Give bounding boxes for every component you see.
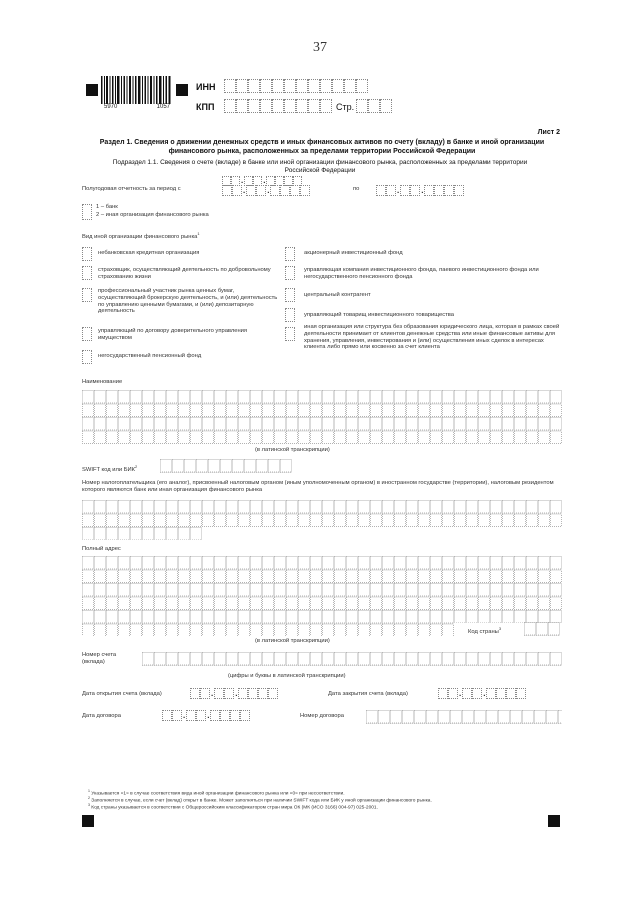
option-checkbox-left-2[interactable] [82,266,92,280]
other-org-label-text: Вид иной организации финансового рынка [82,233,198,240]
barcode-image [101,76,171,104]
section-title: Раздел 1. Сведения о движении денежных средств и иных финансовых активов по счету (вкладу) в банке и иной организации финансового рынка, расположенных за пределами территории Российской Федерации [99,139,545,155]
page-label: Стр. [336,102,355,112]
country-code-label-text: Код страны [468,628,499,635]
footnote-3-text: Код страны указывается в соответствии с Общероссийским классификатором стран мира ОК (МК (ИСО 3166) 004-97) 025-2001. [91,805,378,811]
option-securities-participant: профессиональный участник рынка ценных бумаг, осуществляющий брокерскую деятельность, и (или) деятельность по управлению ценными бумагами, и (или) депозитарную деятельность [98,288,278,315]
option-pension-fund: негосударственный пенсионный фонд [98,353,202,359]
inn-field[interactable] [224,79,368,93]
barcode-left-number: 5970 [104,104,118,110]
period-to-label: по [353,186,360,192]
address-label: Полный адрес [82,546,121,552]
org-type-field[interactable] [82,204,92,220]
option-insurer: страховщик, осуществляющий деятельность по добровольному страхованию жизни [98,267,271,280]
period-to-field[interactable]: . . [376,185,464,196]
contract-date-field[interactable]: . . [162,710,250,721]
open-date-label: Дата открытия счета (вклада) [82,691,162,697]
option-checkbox-right-4[interactable] [285,308,295,322]
kpp-label: КПП [196,102,215,112]
corner-marker-bottom-left [82,815,94,827]
footnote-ref-2: 2 [135,464,138,469]
taxpayer-number-label: Номер налогоплательщика (его аналог), присвоенный налоговым органом (иным уполномоченным органом) в иностранном государстве (территории), налоговым резидентом которого являются банк или иная организация финансового рынка [82,480,554,493]
corner-marker-bottom-right [548,815,560,827]
option-checkbox-left-5[interactable] [82,350,92,364]
footnote-2-text: Заполняется в случае, если счет (вклад) открыт в банке. Может заполняться при наличии SWIFT кода или БИК у иной организации финансового рынка. [91,798,432,804]
footnote-2: $^2$ Заполняется в случае, если счет (вклад) открыт в банке. Может заполняться при наличии SWIFT кода или БИК у иной организации финансового рынка. [88,796,432,804]
barcode-numbers [104,104,170,110]
name-label: Наименование [82,379,123,385]
footnote-ref-3: 3 [498,626,502,631]
country-code-field[interactable] [524,622,560,636]
address-field[interactable] [82,556,562,636]
option-other-structure: иная организация или структура без образования юридического лица, которая в рамках своей деятельности принимает от клиентов денежные средства или иные финансовые активы для хранения, управления, инвестирования и (или) осуществления иных сделок в интересах клиента либо прямо или косвенно за счет клиента [304,324,560,351]
option-central-counterparty: центральный контрагент [304,292,371,298]
open-date-field[interactable]: . . [190,688,278,699]
option-nonbank-credit: небанковская кредитная организация [98,250,200,256]
inn-label: ИНН [196,82,216,92]
address-latin-note: (в латинской транскрипции) [255,638,330,644]
org-type-option-other: 2 – иная организация финансового рынка [96,212,209,218]
option-checkbox-right-5[interactable] [285,327,295,341]
subsection-title: Подраздел 1.1. Сведения о счете (вкладе) в банке или иной организации финансового рынка, расположенных за пределами территории Российской Федерации [112,159,528,174]
footnote-3: $^3$ Код страны указывается в соответствии с Общероссийским классификатором стран мира ОК (МК (ИСО 3166) 004-97) 025-2001. [88,803,378,811]
account-number-label: Номер счета (вклада) [82,652,117,665]
name-latin-note: (в латинской транскрипции) [255,447,330,453]
period-label: Полугодовая отчетность за период с [82,186,181,192]
footnote-1-text: Указывается «1» в случае соответствия вида иной организации финансового рынка или «0» при несоответствии. [91,791,345,797]
contract-date-label: Дата договора [82,713,121,719]
swift-field[interactable] [160,459,292,473]
swift-label-text: SWIFT код или БИК [82,466,136,473]
barcode-right-number: 1057 [156,104,170,110]
kpp-field[interactable] [224,99,332,113]
option-management-company: управляющая компания инвестиционного фонда, паевого инвестиционного фонда или негосударственного пенсионного фонда [304,267,539,280]
contract-number-field[interactable] [366,710,562,724]
option-checkbox-left-1[interactable] [82,247,92,261]
option-trust-manager: управляющий по договору доверительного управления имуществом [98,328,248,341]
other-org-label [82,230,200,241]
contract-number-label: Номер договора [300,713,344,719]
option-checkbox-right-1[interactable] [285,247,295,261]
option-checkbox-left-4[interactable] [82,327,92,341]
close-date-label: Дата закрытия счета (вклада) [328,691,408,697]
footnote-1: $^1$ Указывается «1» в случае соответствия вида иной организации финансового рынка или «0» при несоответствии. [88,789,345,797]
country-code-label [468,625,501,636]
account-latin-note: (цифры и буквы в латинской транскрипции) [228,673,346,679]
option-checkbox-left-3[interactable] [82,288,92,302]
taxpayer-number-field[interactable] [82,500,562,540]
page-number: 37 [313,40,327,55]
option-joint-stock-fund: акционерный инвестиционный фонд [304,250,403,256]
option-checkbox-right-3[interactable] [285,288,295,302]
name-field[interactable] [82,390,562,444]
close-date-field[interactable]: . . [438,688,526,699]
period-from-field[interactable]: . . [222,185,310,196]
swift-label [82,463,137,474]
option-managing-partner: управляющий товарищ инвестиционного товарищества [304,312,454,318]
corner-marker-top-mid [176,84,188,96]
org-type-option-bank: 1 – банк [96,204,118,210]
option-checkbox-right-2[interactable] [285,266,295,280]
page-field[interactable] [356,99,392,113]
sheet-label: Лист 2 [537,129,560,136]
footnote-ref-1: 1 [197,231,200,236]
subsection-date-field[interactable]: . . [222,175,302,186]
corner-marker-top-left [86,84,98,96]
account-number-field[interactable] [142,652,562,666]
